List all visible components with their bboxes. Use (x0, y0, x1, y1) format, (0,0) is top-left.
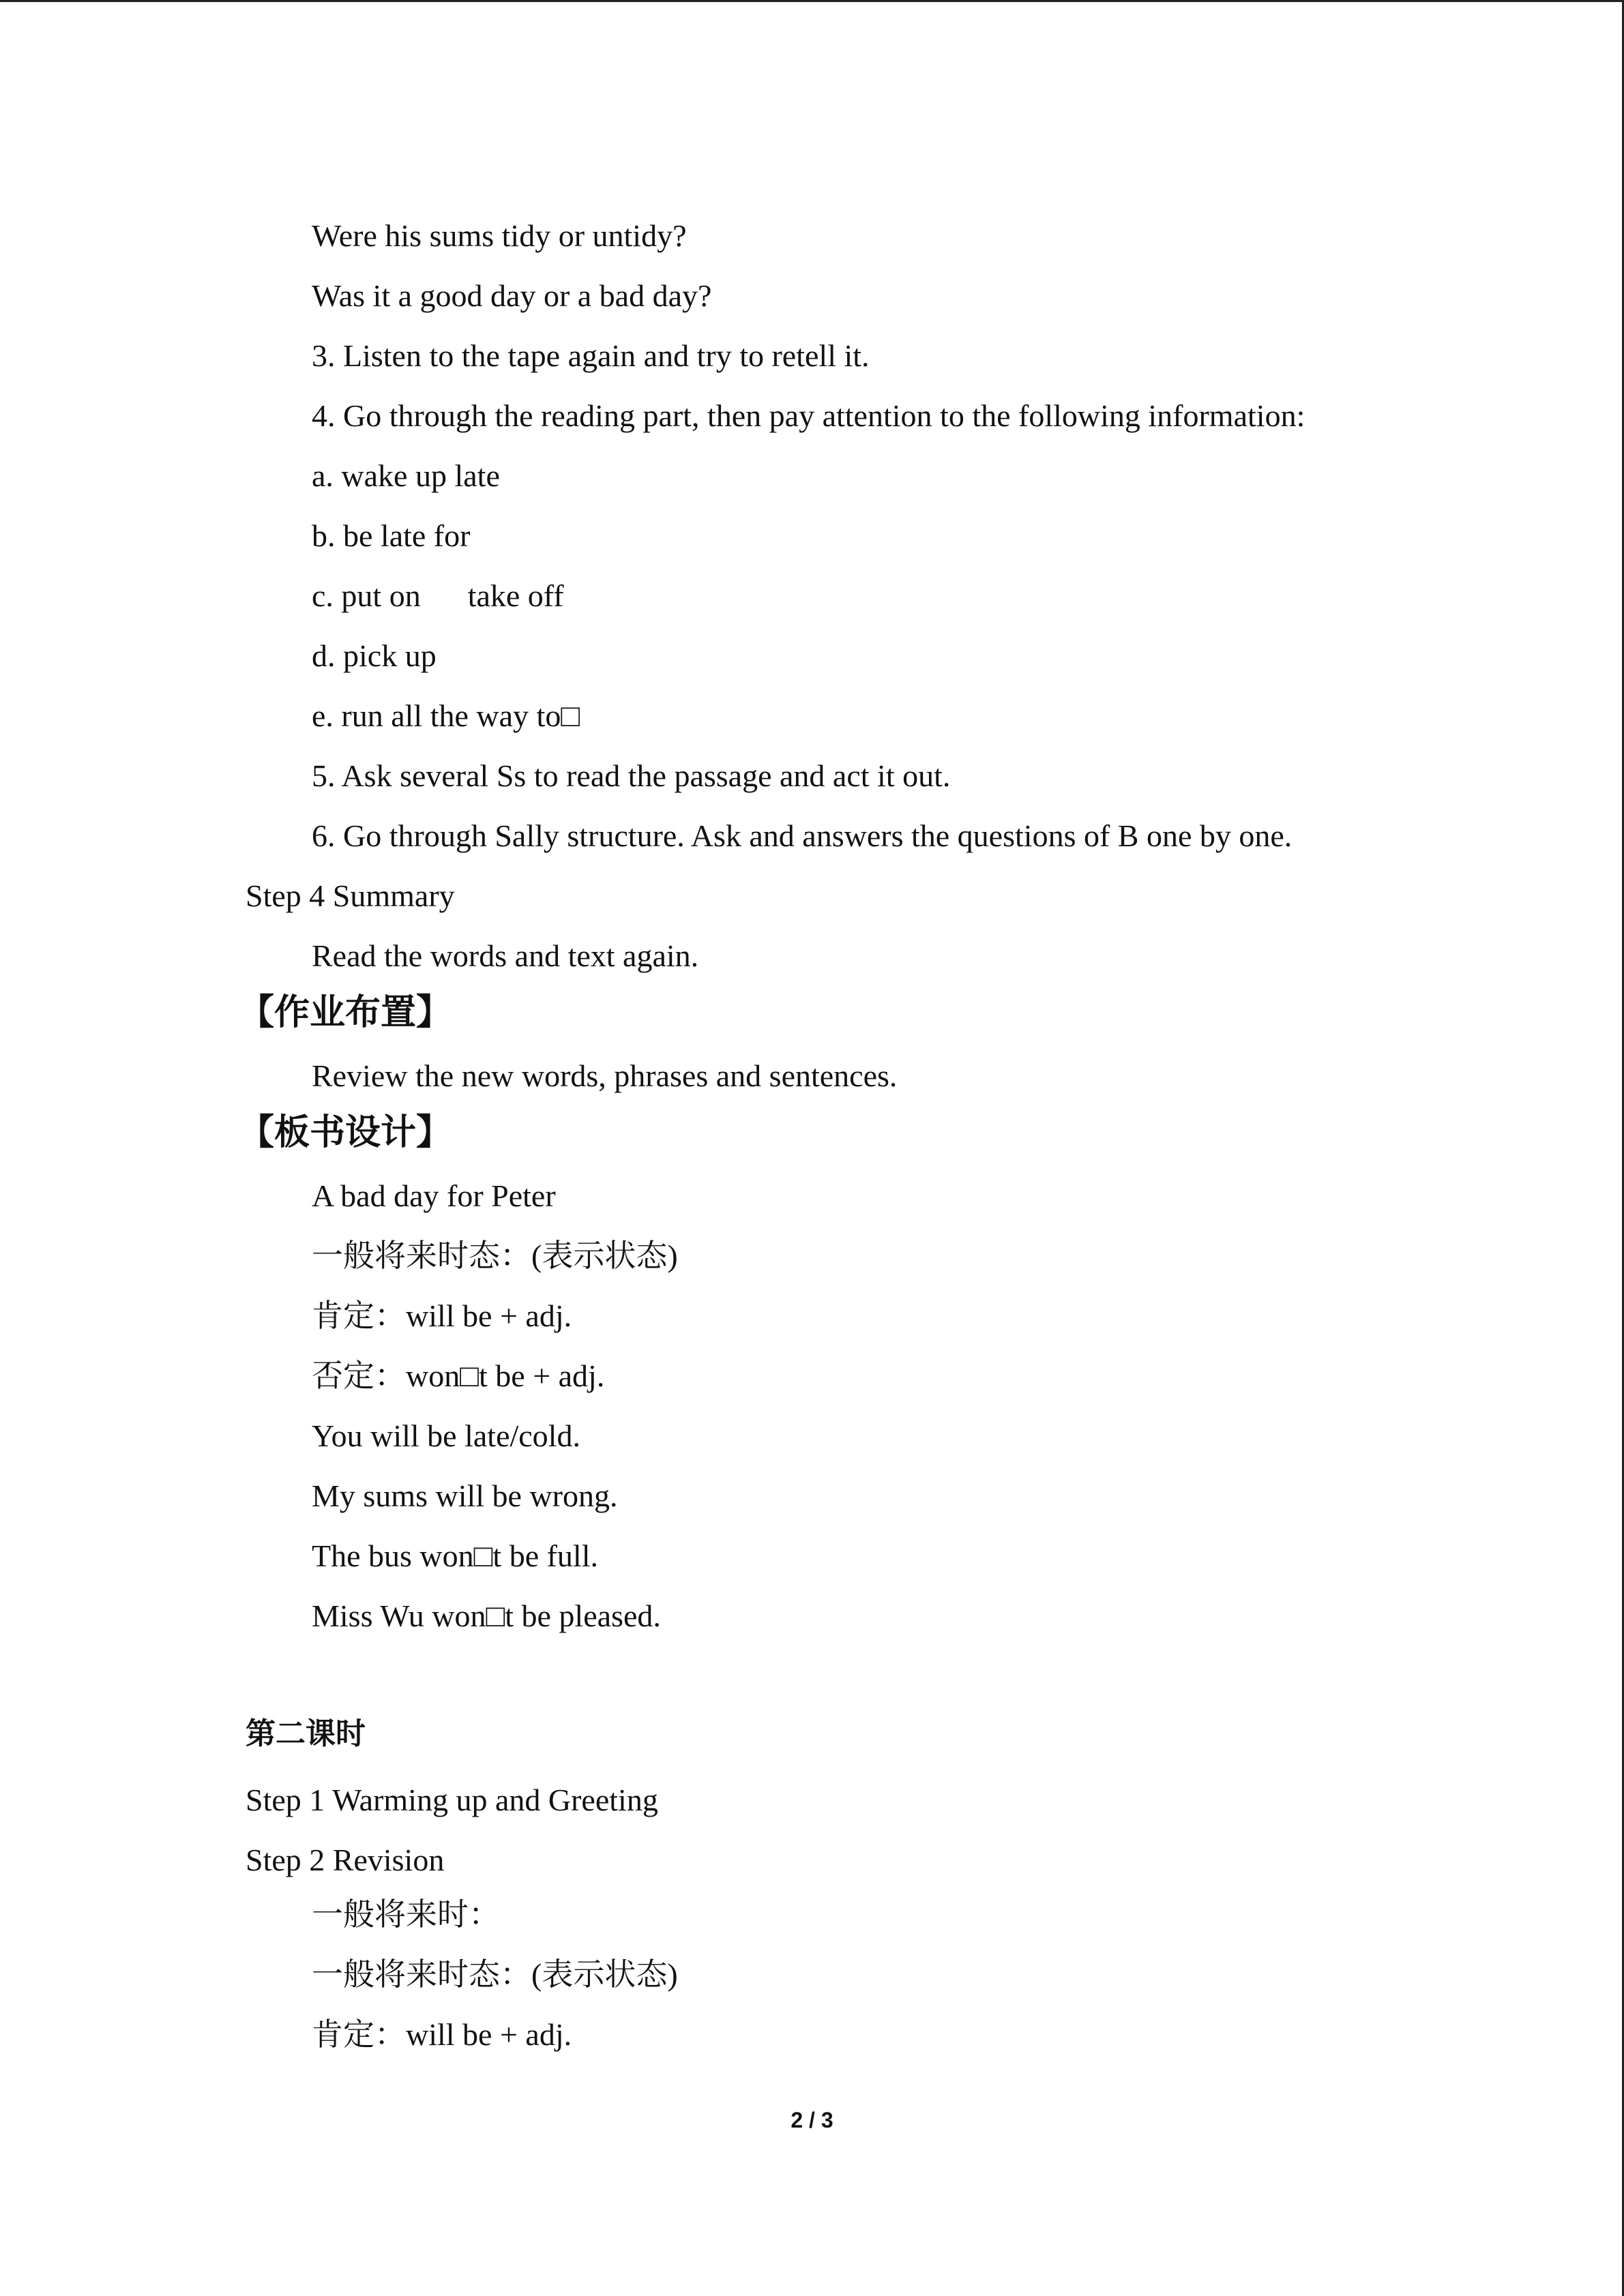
board-line: 肯定：will be + adj. (312, 1298, 572, 1333)
phrase-item: c. put on take off (312, 578, 564, 613)
example-sentence: You will be late/cold. (312, 1418, 580, 1453)
lesson-2-step-1: Step 1 Warming up and Greeting (246, 1783, 658, 1817)
question-line: Was it a good day or a bad day? (312, 278, 712, 313)
instruction-line: 5. Ask several Ss to read the passage and act it out. (312, 758, 951, 793)
step-4-title: Step 4 Summary (246, 878, 455, 913)
board-line: 一般将来时态：(表示状态) (312, 1238, 678, 1273)
instruction-line: 4. Go through the reading part, then pay attention to the following information: (312, 398, 1305, 433)
example-sentence: Miss Wu won□t be pleased. (312, 1598, 661, 1633)
lesson-2-heading: 第二课时 (246, 1716, 366, 1751)
board-design-heading: 【板书设计】 (239, 1112, 452, 1153)
phrase-item: b. be late for (312, 518, 471, 553)
step-4-text: Read the words and text again. (312, 938, 699, 973)
instruction-line: 6. Go through Sally structure. Ask and answers the questions of B one by one. (312, 818, 1293, 853)
board-title: A bad day for Peter (312, 1178, 556, 1213)
revision-line: 一般将来时： (312, 1897, 500, 1932)
board-line: 否定：won□t be + adj. (312, 1358, 605, 1393)
homework-heading: 【作业布置】 (239, 992, 452, 1033)
phrase-item: e. run all the way to□ (312, 698, 580, 733)
example-sentence: My sums will be wrong. (312, 1478, 618, 1513)
phrase-item: d. pick up (312, 638, 437, 673)
instruction-line: 3. Listen to the tape again and try to retell it. (312, 338, 870, 373)
example-sentence: The bus won□t be full. (312, 1538, 598, 1573)
revision-line: 肯定：will be + adj. (312, 2017, 572, 2052)
revision-line: 一般将来时态：(表示状态) (312, 1957, 678, 1992)
question-line: Were his sums tidy or untidy? (312, 218, 687, 253)
page-number: 2 / 3 (791, 2108, 833, 2132)
lesson-2-step-2: Step 2 Revision (246, 1843, 445, 1877)
phrase-item: a. wake up late (312, 458, 500, 493)
homework-text: Review the new words, phrases and sentences. (312, 1058, 898, 1093)
